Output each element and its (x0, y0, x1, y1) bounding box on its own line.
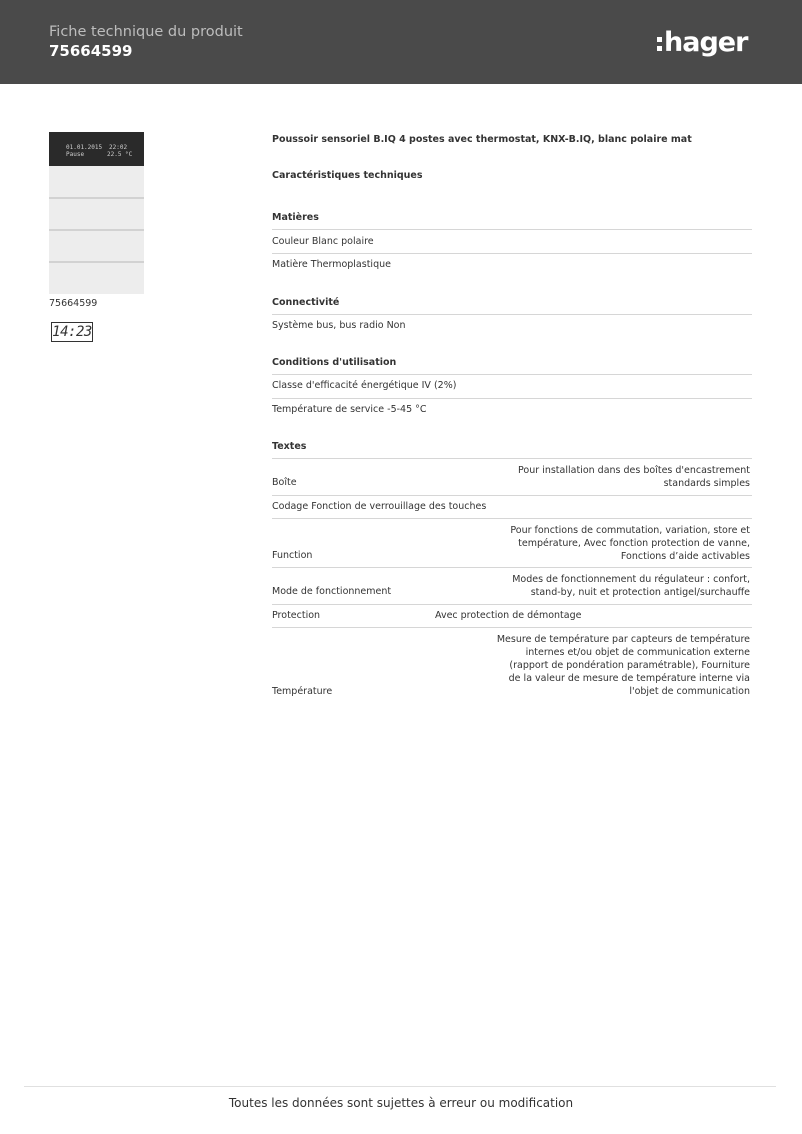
display-mode: Pause (66, 151, 85, 158)
spec-classe-efficacite: Classe d'efficacité énergétique IV (2%) (272, 380, 457, 391)
spec-matiere: Matière Thermoplastique (272, 259, 391, 270)
spec-codage: Codage Fonction de verrouillage des touches (272, 501, 487, 512)
footer-divider (24, 1086, 776, 1087)
tech-heading: Caractéristiques techniques (272, 170, 423, 181)
spec-row (272, 518, 752, 567)
page-header (0, 0, 802, 84)
spec-couleur: Couleur Blanc polaire (272, 236, 374, 247)
spec-temperature-service: Température de service -5-45 °C (272, 404, 427, 415)
section-heading-connectivite: Connectivité (272, 297, 340, 308)
spec-row (272, 604, 752, 627)
section-heading-conditions: Conditions d'utilisation (272, 357, 397, 368)
spec-function-value: Pour fonctions de commutation, variation, store et température, Avec fonction protection de vanne, Fonctions d’aide activables (510, 525, 750, 562)
spec-mode-label: Mode de fonctionnement (272, 586, 392, 597)
header-subtitle: Fiche technique du produit (49, 24, 243, 40)
header-product-number: 75664599 (49, 42, 133, 60)
spec-temperature-label: Température (272, 686, 333, 697)
image-caption: 75664599 (49, 298, 98, 309)
spec-mode-value: Modes de fonctionnement du régulateur : confort, stand-by, nuit et protection antigel/surchauffe (512, 574, 750, 598)
spec-row (272, 253, 752, 277)
spec-protection-label: Protection (272, 610, 321, 621)
key-divider (49, 229, 144, 231)
key-divider (49, 197, 144, 199)
spec-row (272, 627, 752, 702)
spec-row (272, 374, 752, 398)
logo-text: hager (664, 26, 748, 58)
logo-dots-icon (657, 37, 662, 51)
spec-protection-value: Avec protection de démontage (435, 610, 582, 621)
spec-row (272, 458, 752, 495)
display-temp: 22.5 °C (107, 151, 133, 158)
product-title: Poussoir sensoriel B.IQ 4 postes avec thermostat, KNX-B.IQ, blanc polaire mat (272, 134, 692, 145)
display-date: 01.01.2015 (66, 144, 103, 151)
spec-systeme-bus: Système bus, bus radio Non (272, 320, 406, 331)
key-divider (49, 261, 144, 263)
spec-row (272, 495, 752, 518)
spec-temperature-value: Mesure de température par capteurs de température internes et/ou objet de communication externe (rapport de pondération paramétrable), Fourniture de la valeur de mesure de température interne via l'objet de communication (496, 634, 750, 697)
spec-boite-label: Boîte (272, 477, 297, 488)
footer-disclaimer: Toutes les données sont sujettes à erreur ou modification (228, 1096, 574, 1110)
display-time: 22:02 (109, 144, 128, 151)
product-display (49, 132, 144, 166)
spec-row (272, 567, 752, 604)
hager-logo (657, 22, 747, 62)
clock-icon: 14:23 (52, 324, 92, 340)
spec-row (272, 229, 752, 253)
spec-boite-value: Pour installation dans des boîtes d'encastrement standards simples (518, 465, 750, 489)
spec-row (272, 398, 752, 422)
product-image (49, 132, 144, 294)
spec-row (272, 314, 752, 338)
section-heading-textes: Textes (272, 441, 307, 452)
section-heading-matieres: Matières (272, 212, 319, 223)
spec-function-label: Function (272, 550, 313, 561)
